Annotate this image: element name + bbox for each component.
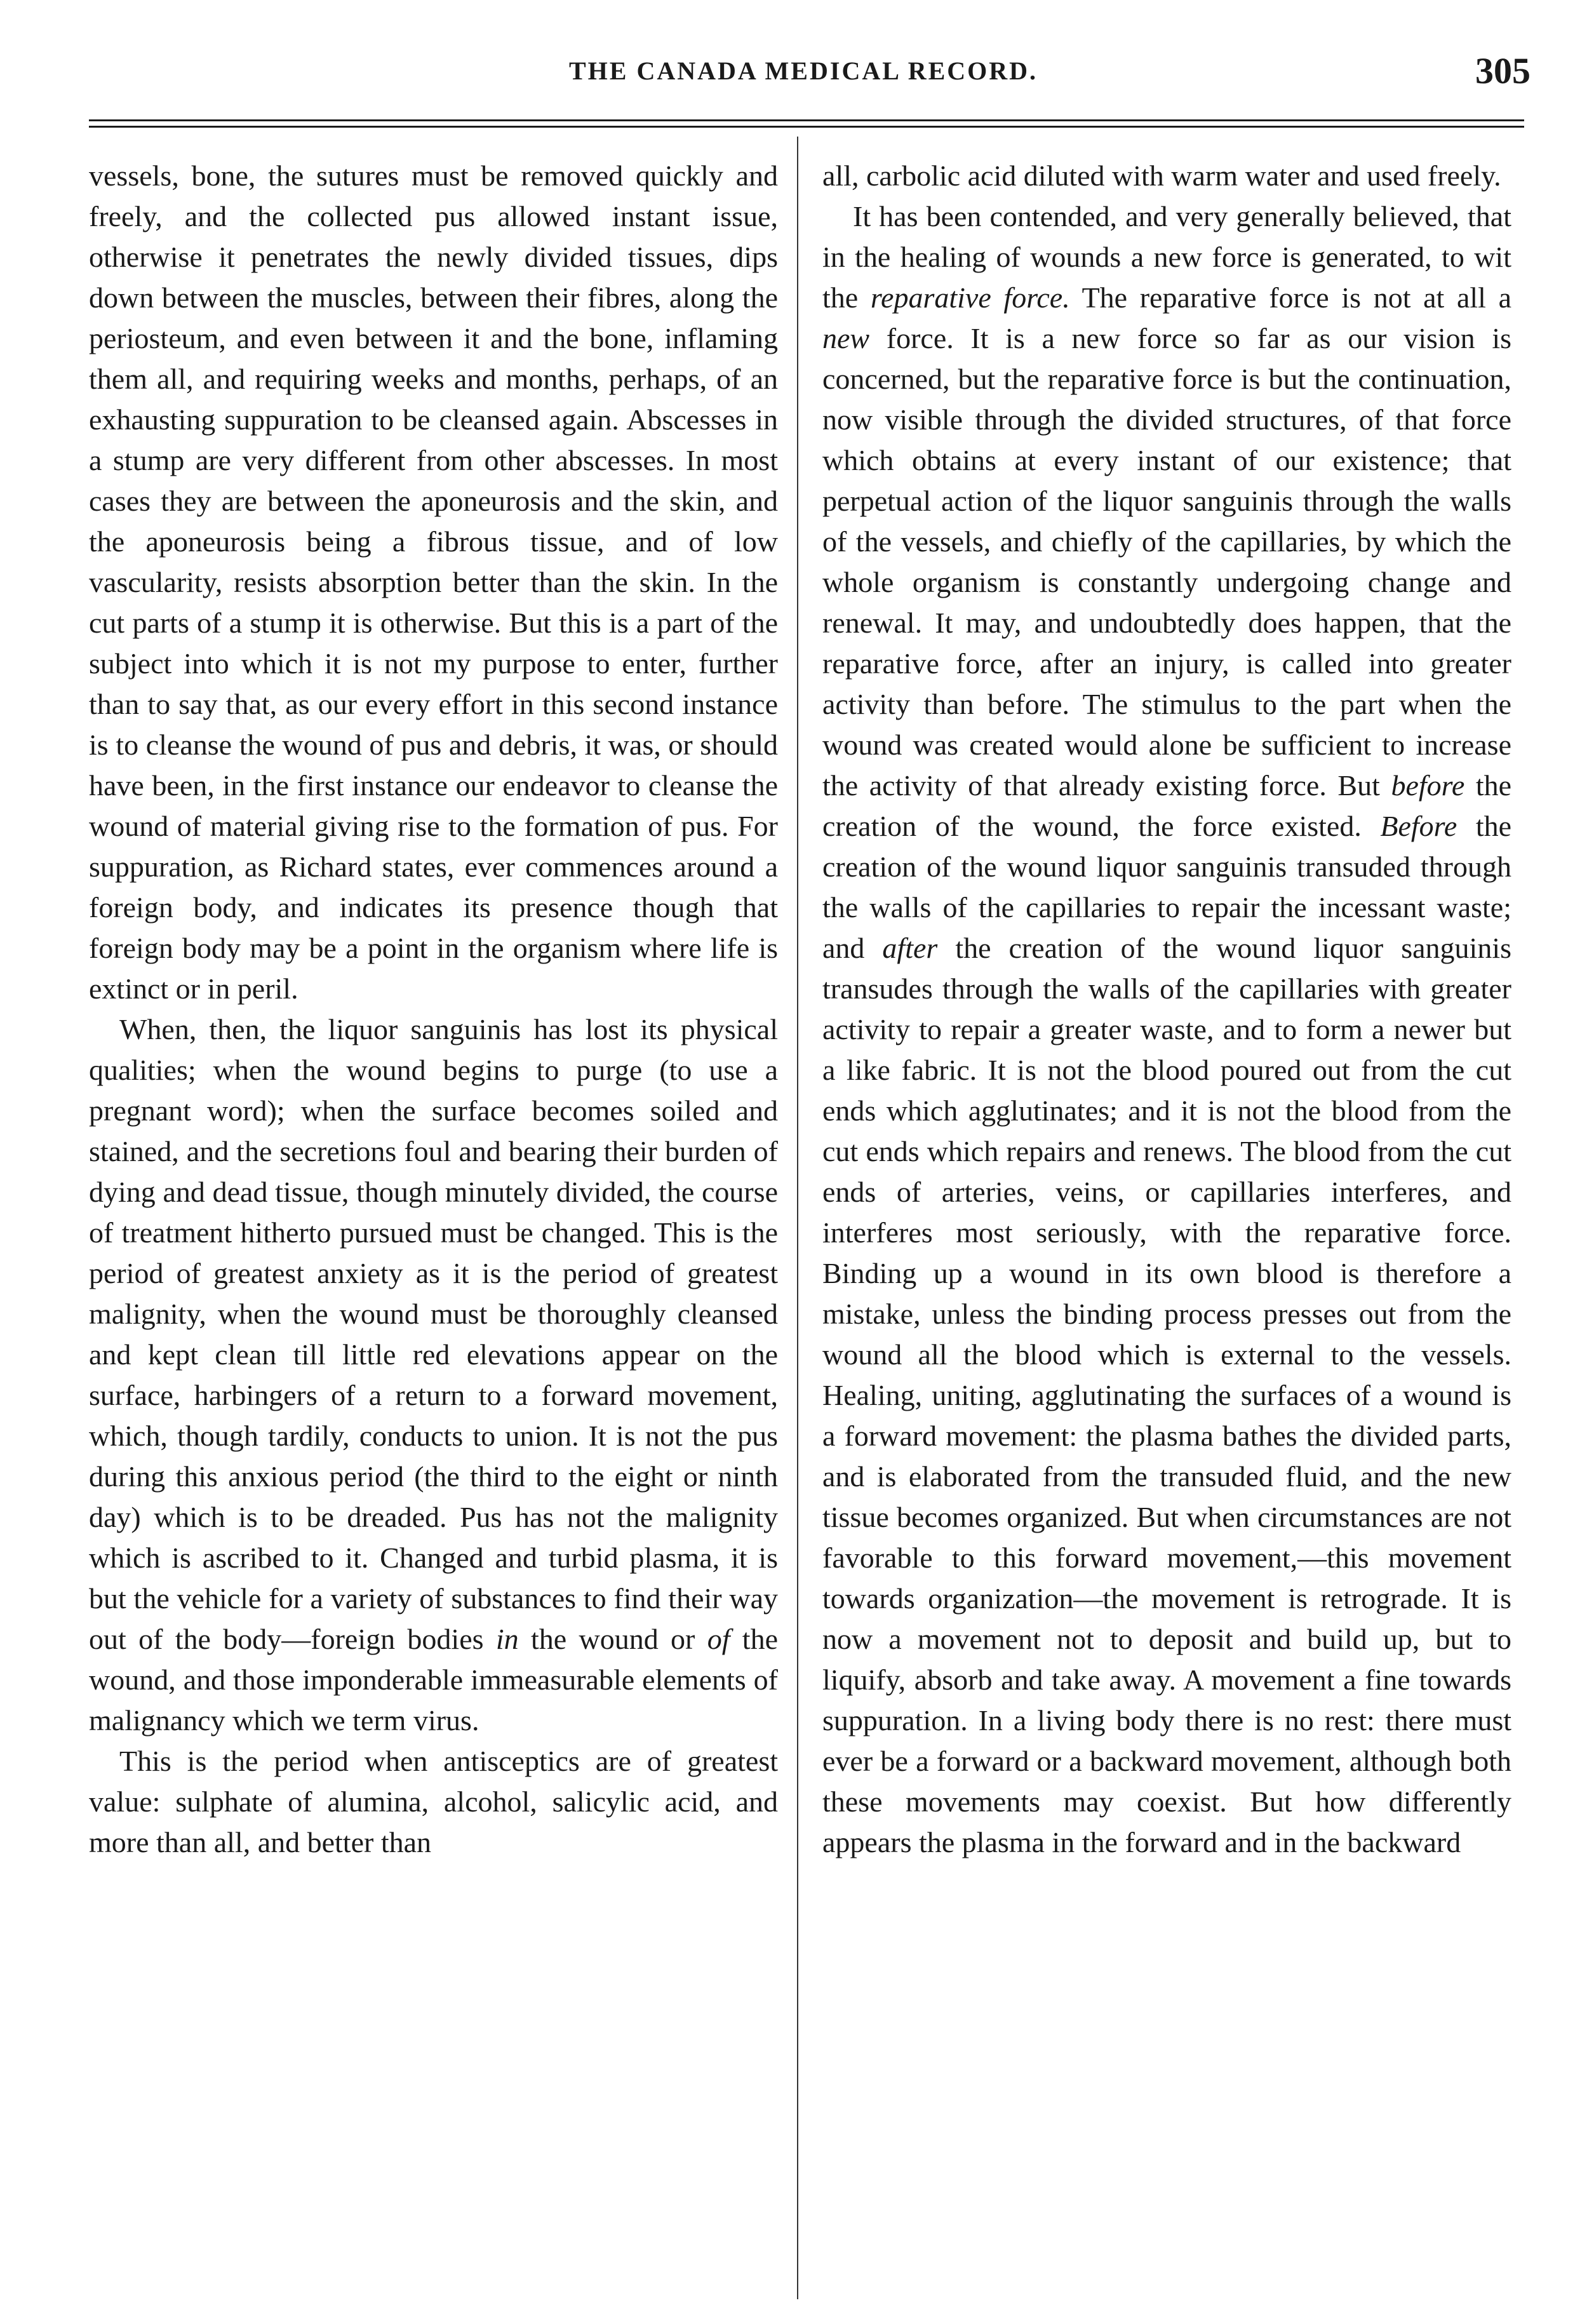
right-p2-italic-before-1: before: [1391, 769, 1465, 802]
right-paragraph-1: all, carbolic acid diluted with warm water and used freely.: [822, 159, 1501, 192]
left-column: [89, 156, 778, 1863]
right-p2-italic-after: after: [882, 932, 938, 964]
left-p2-italic-in: in: [495, 1623, 519, 1655]
right-p2-text-f: the creation of the wound liquor sanguinis transudes through the walls of the capillaries with greater activity to repair a greater waste, and to form a newer but a like fabric. It is not the blood poured out from the cut ends which agglutinates; and it is not the blood from the cut ends which repairs and renews. The blood from the cut ends of arteries, veins, or capillaries interferes, and interferes most seriously, with the reparative force. Binding up a wound in its own blood is therefore a mistake, unless the binding process presses out from the wound all the blood which is external to the vessels. Healing, uniting, agglutinating the surfaces of a wound is a forward movement: the plasma bathes the divided parts, and is elaborated from the transuded fluid, and the new tissue becomes organized. But when circumstances are not favorable to this forward movement,—this movement towards organization—the movement is retrograde. It is now a movement not to deposit and build up, but to liquify, absorb and take away. A movement a fine towards suppuration. In a living body there is no rest: there must ever be a forward or a backward movement, although both these movements may coexist. But how differently appears the plasma in the forward and in the backward: [822, 932, 1511, 1858]
left-p2-text-b: the wound or: [530, 1623, 695, 1655]
left-paragraph-2: [89, 1009, 778, 1741]
header-rule-top: [89, 119, 1524, 121]
right-p2-text-e: the creation of the wound liquor sanguinis transuded through the walls of the capillaries to repair the incessant waste; and: [822, 810, 1512, 964]
right-p2-italic-before-2: Before: [1380, 810, 1457, 842]
page-number: 305: [1475, 50, 1530, 91]
right-paragraph-2: [822, 196, 1511, 1863]
right-p2-text-b: The reparative force is not at all a: [1082, 281, 1512, 314]
left-p2-text-c: the wound, and those imponderable immeasurable elements of malignancy which we term virus.: [89, 1623, 778, 1736]
right-p2-text-c: force. It is a new force so far as our vision is concerned, but the reparative force is but the continuation, now visible through the divided structures, of that force which obtains at every instant of our existence; that perpetual action of the liquor sanguinis through the walls of the vessels, and chiefly of the capillaries, by which the whole organism is constantly undergoing change and renewal. It may, and undoubtedly does happen, that the reparative force, after an injury, is called into greater activity than before. The stimulus to the part when the wound was created would alone be sufficient to increase the activity of that already existing force. But: [822, 322, 1511, 802]
right-p2-italic-reparative-force: reparative force.: [870, 281, 1070, 314]
right-p2-italic-new: new: [822, 322, 870, 354]
left-p2-text-a: When, then, the liquor sanguinis has lost its physical qualities; when the wound begins to purge (to use a pregnant word); when the surface becomes soiled and stained, and the secretions foul and bearing their burden of dying and dead tissue, though minutely divided, the course of treatment hitherto pursued must be changed. This is the period of greatest anxiety as it is the period of greatest malignity, when the wound must be thoroughly cleansed and kept clean till little red elevations appear on the surface, harbingers of a return to a forward movement, which, though tardily, conducts to union. It is not the pus during this anxious period (the third to the eight or ninth day) which is to be dreaded. Pus has not the malignity which is ascribed to it. Changed and turbid plasma, it is but the vehicle for a variety of substances to find their way out of the body—foreign bodies: [89, 1013, 778, 1655]
right-p2-text-a: It has been contended, and very generally believed, that in the healing of wounds a new force is generated, to wit the: [822, 200, 1511, 314]
running-title: THE CANADA MEDICAL RECORD.: [568, 57, 1038, 85]
left-p2-italic-of: of: [707, 1623, 730, 1655]
left-paragraph-3: This is the period when antisceptics are of greatest value: sulphate of alumina, alcohol, salicylic acid, and more than all, and better than: [89, 1745, 778, 1858]
column-divider: [797, 137, 798, 2299]
header-rule-bottom: [89, 126, 1524, 128]
left-paragraph-1: vessels, bone, the sutures must be removed quickly and freely, and the collected pus allowed instant issue, otherwise it penetrates the newly divided tissues, dips down between the muscles, between their fibres, along the periosteum, and even between it and the bone, inflaming them all, and requiring weeks and months, perhaps, of an exhausting suppuration to be cleansed again. Abscesses in a stump are very different from other abscesses. In most cases they are between the aponeurosis and the skin, and the aponeurosis being a fibrous tissue, and of low vascularity, resists absorption better than the skin. In the cut parts of a stump it is otherwise. But this is a part of the subject into which it is not my purpose to enter, further than to say that, as our every effort in this second instance is to cleanse the wound of pus and debris, it was, or should have been, in the first instance our endeavor to cleanse the wound of material giving rise to the formation of pus. For suppuration, as Richard states, ever commences around a foreign body, and indicates its presence though that foreign body may be a point in the organism where life is extinct or in peril.: [89, 159, 778, 1005]
right-p2-text-d: the creation of the wound, the force existed.: [822, 769, 1512, 842]
page-header: [64, 50, 1543, 107]
right-column: [822, 156, 1511, 1863]
